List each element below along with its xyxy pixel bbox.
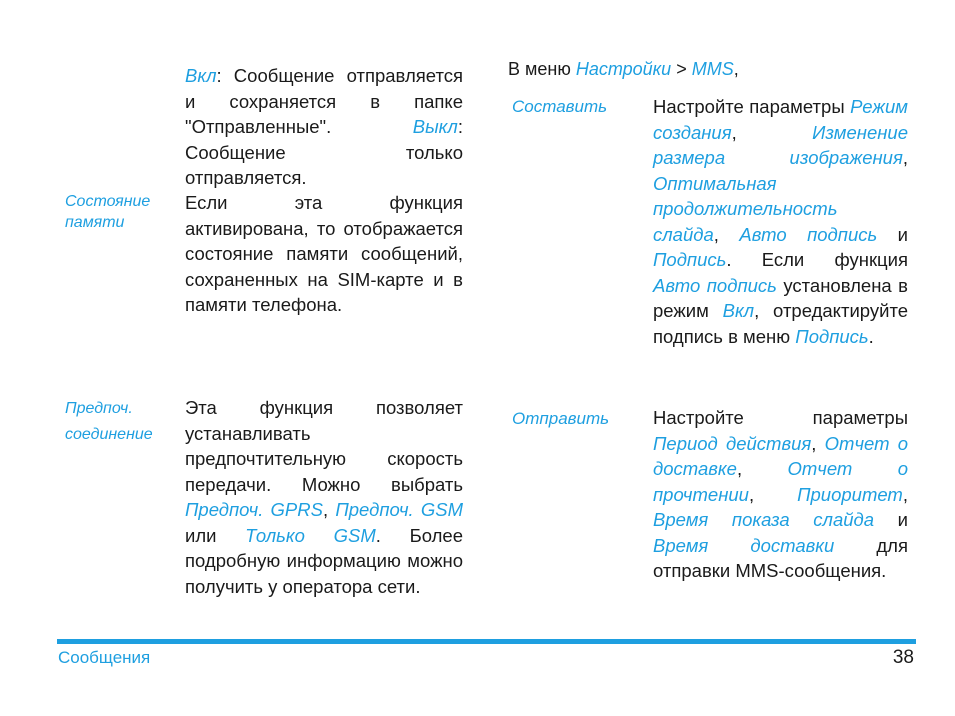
- send-text-6: и: [874, 509, 908, 530]
- page-number: 38: [892, 647, 914, 668]
- menu-link-settings: Настройки: [575, 59, 672, 79]
- param-delivery-time: Время доставки: [653, 534, 835, 556]
- option-gsm-only: Только GSM: [245, 524, 376, 546]
- compose-text-7: установлена в режим: [653, 274, 908, 321]
- preferred-connection-text2: . Более подробную информацию можно получить у оператора сети.: [185, 524, 463, 597]
- send-text-2: ,: [811, 432, 825, 454]
- compose-text-3: ,: [902, 147, 908, 168]
- send-text-5: ,: [902, 483, 908, 505]
- preferred-connection-term-line2: соединение: [65, 426, 153, 443]
- preferred-connection-text1: Эта функция позволяет устанавливать предпочтительную скорость передачи. Можно выбрать: [185, 397, 463, 495]
- compose-description: [653, 94, 908, 349]
- comma-separator: ,: [322, 499, 329, 520]
- send-text-3: ,: [736, 458, 788, 479]
- compose-text-8: , отредактируйте подпись в меню: [653, 300, 908, 347]
- param-slide-show-time: Время показа слайда: [653, 509, 875, 530]
- send-text-1: Настройте параметры: [653, 407, 908, 428]
- on-off-description: [185, 63, 463, 191]
- param-validity-period: Период действия: [653, 432, 812, 454]
- off-term: Выкл: [412, 116, 458, 137]
- param-auto-signature-ref: Авто подпись: [653, 274, 777, 296]
- preferred-connection-term-line1: Предпоч.: [65, 400, 133, 417]
- param-slide-duration: Оптимальная продолжительность слайда: [653, 172, 838, 245]
- send-text-4: ,: [748, 483, 798, 505]
- param-read-report: Отчет о прочтении: [653, 458, 909, 505]
- compose-text-9: .: [868, 325, 874, 347]
- intro-separator: >: [671, 59, 692, 79]
- on-text: : Сообщение отправляется и сохраняется в папке "Отправленные".: [185, 65, 463, 137]
- intro-prefix: В меню: [508, 59, 576, 79]
- compose-text-2: ,: [731, 121, 813, 143]
- param-delivery-report: Отчет о доставке: [653, 432, 909, 479]
- footer-divider: [57, 639, 916, 644]
- menu-signature: Подпись: [795, 325, 869, 347]
- preferred-connection-term: [65, 396, 175, 448]
- send-text-7: для отправки MMS-сообщения.: [653, 534, 908, 581]
- mode-on: Вкл: [722, 300, 755, 321]
- send-description: [653, 405, 908, 584]
- compose-text-5: и: [877, 223, 908, 245]
- compose-text-1: Настройте параметры: [653, 96, 851, 117]
- send-term: Отправить: [512, 409, 610, 428]
- memory-status-term: [65, 191, 175, 233]
- option-preferred-gprs: Предпоч. GPRS: [185, 499, 323, 520]
- on-term: Вкл: [185, 65, 217, 86]
- memory-status-description: Если эта функция активирована, то отображается состояние памяти сообщений, сохраненных на SIM-карте и в памяти телефона.: [185, 192, 463, 315]
- param-signature: Подпись: [653, 249, 727, 270]
- intro-suffix: ,: [733, 59, 739, 79]
- option-preferred-gsm: Предпоч. GSM: [335, 499, 463, 520]
- off-text: : Сообщение только отправляется.: [185, 116, 463, 188]
- memory-status-term-line1: Состояние: [65, 193, 151, 210]
- footer-section-title: Сообщения: [58, 648, 151, 667]
- param-image-resize: Изменение размера изображения: [653, 121, 908, 168]
- memory-status-term-line2: памяти: [65, 214, 125, 231]
- compose-text-6: . Если функция: [726, 249, 908, 270]
- compose-text-4: ,: [713, 223, 740, 245]
- menu-path-intro: [508, 57, 739, 82]
- param-auto-signature: Авто подпись: [739, 223, 878, 245]
- preferred-connection-description: [185, 395, 463, 599]
- or-separator: или: [185, 524, 246, 546]
- param-priority: Приоритет: [797, 483, 903, 505]
- compose-term: Составить: [512, 97, 608, 116]
- menu-link-mms: MMS: [691, 59, 734, 79]
- param-creation-mode: Режим создания: [653, 96, 908, 143]
